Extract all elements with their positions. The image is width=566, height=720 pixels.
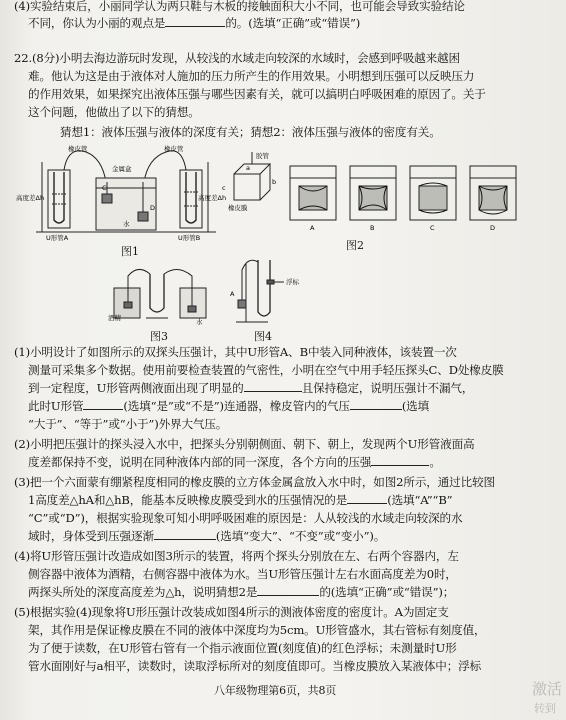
fig1-label-height-right: 高度差Δh xyxy=(198,194,227,202)
answer-blank[interactable] xyxy=(83,398,123,410)
q22-guess: 猜想1：液体压强与液体的深度有关；猜想2：液体压强与液体的密度有关。 xyxy=(60,125,441,139)
fig2-label-opt-b: B xyxy=(370,224,375,232)
answer-blank[interactable] xyxy=(350,398,402,410)
part4-line3: 两探头所处的深度高度差为△h，说明猜想2是 的(选填“正确”或“错误”)； xyxy=(28,585,455,599)
figure-1-diagram xyxy=(16,142,227,242)
part5-line2: 架，其作用是保证橡皮膜在不同的液体中深度均为5cm。U形管盛水，其右管标有刻度值， xyxy=(28,623,486,637)
part3-line3: “C”或“D”)，根据实验现象可知小明呼吸困难的原因是：人从较浅的水域走向较深的水 xyxy=(28,511,463,525)
figure-2-diagram xyxy=(222,150,531,236)
fig1-label-water: 水 xyxy=(123,220,130,228)
part1-line2: 测量可采集多个数据。使用前要检查装置的气密性，小明在空气中用手轻压探头C、D处橡皮膜 xyxy=(28,363,504,377)
fig1-label-height-left: 高度差Δh xyxy=(16,194,45,202)
answer-blank[interactable] xyxy=(257,584,319,596)
activation-watermark-line2: 转到 xyxy=(534,702,556,715)
part2-line2: 度差都保持不变，说明在同种液体内部的同一深度，各个方向的压强 。 xyxy=(28,455,441,469)
q22-intro-line2: 难。他认为这是由于液体对人施加的压力所产生的作用效果。小明想到压强可以反映压力 xyxy=(28,69,475,83)
fig2-label-rubber-tube: 胶管 xyxy=(256,152,269,160)
figure-1-caption: 图1 xyxy=(121,245,139,258)
figure-4-diagram xyxy=(228,250,318,328)
figure-2-caption: 图2 xyxy=(346,239,364,252)
fig1-label-u-a: U形管A xyxy=(46,234,69,242)
q21-4-line1: (4)实验结束后，小丽同学认为两只鞋与木板的接触面积大小不同，也可能会导致实验结论 xyxy=(14,0,465,13)
fig3-label-water: 水 xyxy=(196,318,203,326)
answer-blank[interactable] xyxy=(347,492,387,504)
part1-line3: 到一定程度，U形管两侧液面出现了明显的 且保持稳定，说明压强计不漏气， xyxy=(28,381,474,395)
fig2-label-c: c xyxy=(222,184,226,192)
fig2-label-a: a xyxy=(246,164,250,172)
fig4-label-a: A xyxy=(230,290,235,298)
part4-line2: 侧容器中液体为酒精，右侧容器中液体为水。当U形管压强计左右水面高度差为0时， xyxy=(28,567,457,581)
part1-line5: “大于”、“等于”或“小于”)外界大气压。 xyxy=(28,417,228,431)
figure-3-caption: 图3 xyxy=(150,330,168,343)
part5-line1: (5)根据实验(4)现象将U形压强计改装成如图4所示的测液体密度的密度计。A为固定支 xyxy=(14,605,449,619)
fig3-label-alcohol: 酒精 xyxy=(108,314,121,322)
figure-3-diagram xyxy=(110,262,210,326)
q21-4-line2: 不同，你认为小丽的观点是 的。(选填“正确”或“错误”) xyxy=(28,16,361,30)
part3-line1: (3)把一个六面蒙有绷紧程度相同的橡皮膜的立方体金属盒放入水中时，如图2所示，通过比较图 xyxy=(14,475,495,489)
answer-blank[interactable] xyxy=(165,15,225,27)
part3-line4: 域时，身体受到压强逐渐 (选填“变大”、“不变”或“变小”)。 xyxy=(28,529,386,543)
fig1-label-tube-left: 橡皮管 xyxy=(68,145,88,153)
fig2-label-rubber-film: 橡皮膜 xyxy=(228,204,248,212)
part4-line1: (4)将U形管压强计改造成如图3所示的装置，将两个探头分别放在左、右两个容器内，左 xyxy=(14,549,459,563)
fig2-label-opt-d: D xyxy=(490,224,496,232)
fig4-label-float: 浮标 xyxy=(286,278,299,286)
fig2-label-opt-c: C xyxy=(430,224,435,232)
q22-intro-line4: 这个问题，他做出了以下的猜想。 xyxy=(28,105,200,119)
answer-blank[interactable] xyxy=(154,528,216,540)
q22-intro-line3: 的作用效果，如果探究出液体压强与哪些因素有关，就可以搞明白呼吸困难的原因了。关于 xyxy=(28,87,486,101)
page-footer: 八年级物理第6页，共8页 xyxy=(214,684,337,697)
fig1-label-c: C xyxy=(102,184,107,192)
part1-line1: (1)小明设计了如图所示的双探头压强计，其中U形管A、B中装入同种液体，该装置一次 xyxy=(14,345,457,359)
q22-intro-line1: 22.(8分)小明去海边游玩时发现，从较浅的水域走向较深的水域时，会感到呼吸越来越困 xyxy=(14,51,460,65)
part5-line3: 为了便于读数，在U形管右管有一个指示液面位置(刻度值)的红色浮标；未测量时U形 xyxy=(28,641,457,655)
part2-line1: (2)小明把压强计的探头浸入水中，把探头分别朝侧面、朝下、朝上，发现两个U形管液面高 xyxy=(14,437,475,451)
part5-line4: 管水面刚好与a相平，读数时，读取浮标所对的刻度值即可。当橡皮膜放入某液体中；浮标 xyxy=(28,659,482,673)
fig2-label-b: b xyxy=(272,178,277,186)
fig1-label-tube-right: 橡皮管 xyxy=(164,145,184,153)
answer-blank[interactable] xyxy=(244,380,302,392)
figure-4-caption: 图4 xyxy=(254,330,272,343)
activation-watermark-line1: 激活 xyxy=(532,680,563,698)
fig1-label-u-b: U形管B xyxy=(178,234,201,242)
fig2-label-opt-a: A xyxy=(310,224,315,232)
fig1-label-metal-box: 金属盒 xyxy=(112,165,132,173)
fig1-label-d: D xyxy=(150,204,156,212)
answer-blank[interactable] xyxy=(371,454,429,466)
part3-line2: 1高度差△hA和△hB，能基本反映橡皮膜受到水的压强情况的是 (选填“A”“B” xyxy=(28,493,453,507)
part1-line4: 此时U形管 (选填“是”或“不是”)连通器，橡皮管内的气压 (选填 xyxy=(28,399,430,413)
